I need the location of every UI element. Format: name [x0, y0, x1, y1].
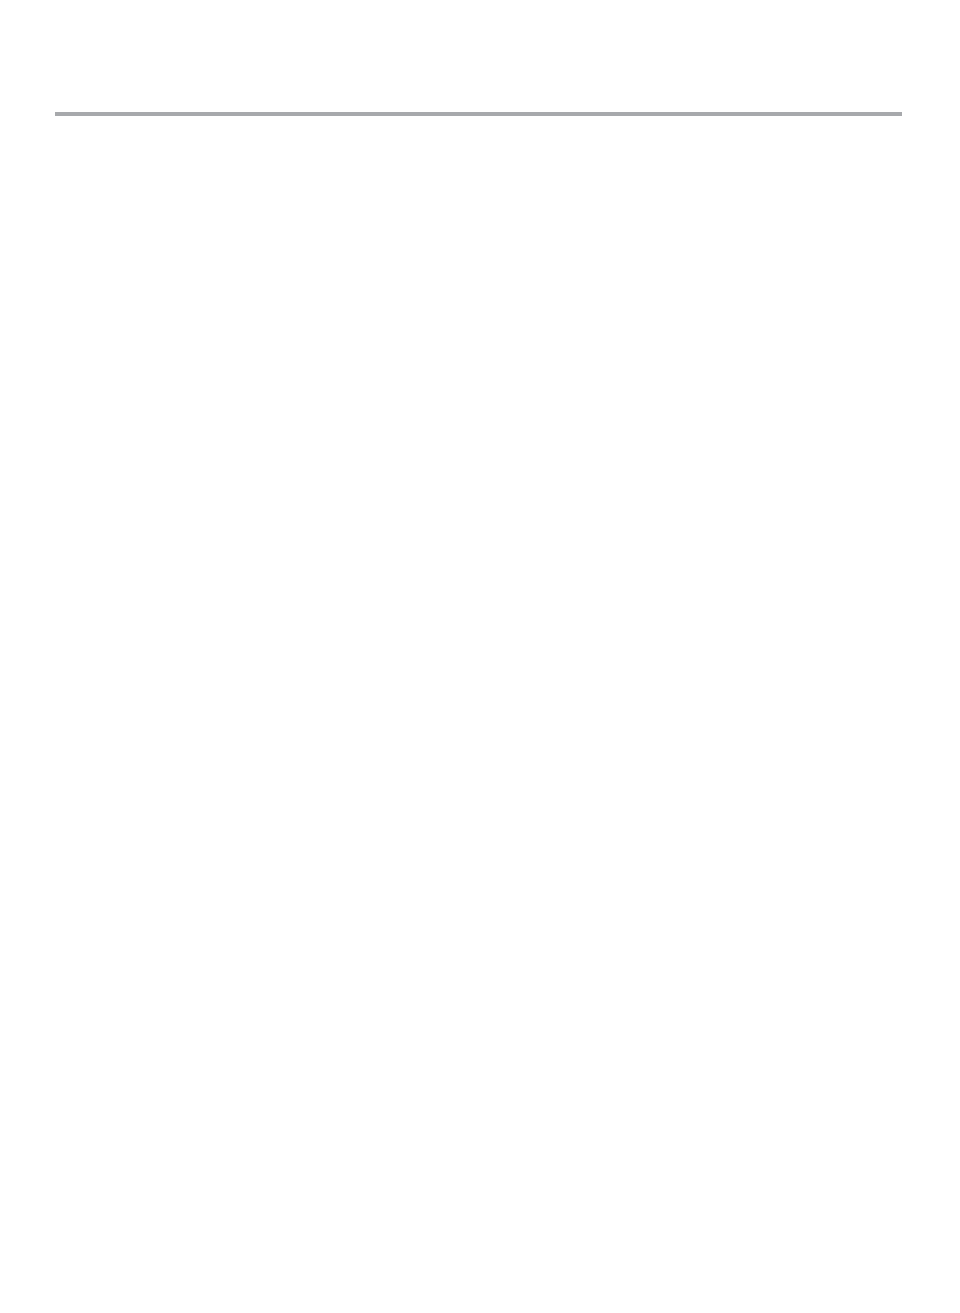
- header-rule: [55, 112, 902, 116]
